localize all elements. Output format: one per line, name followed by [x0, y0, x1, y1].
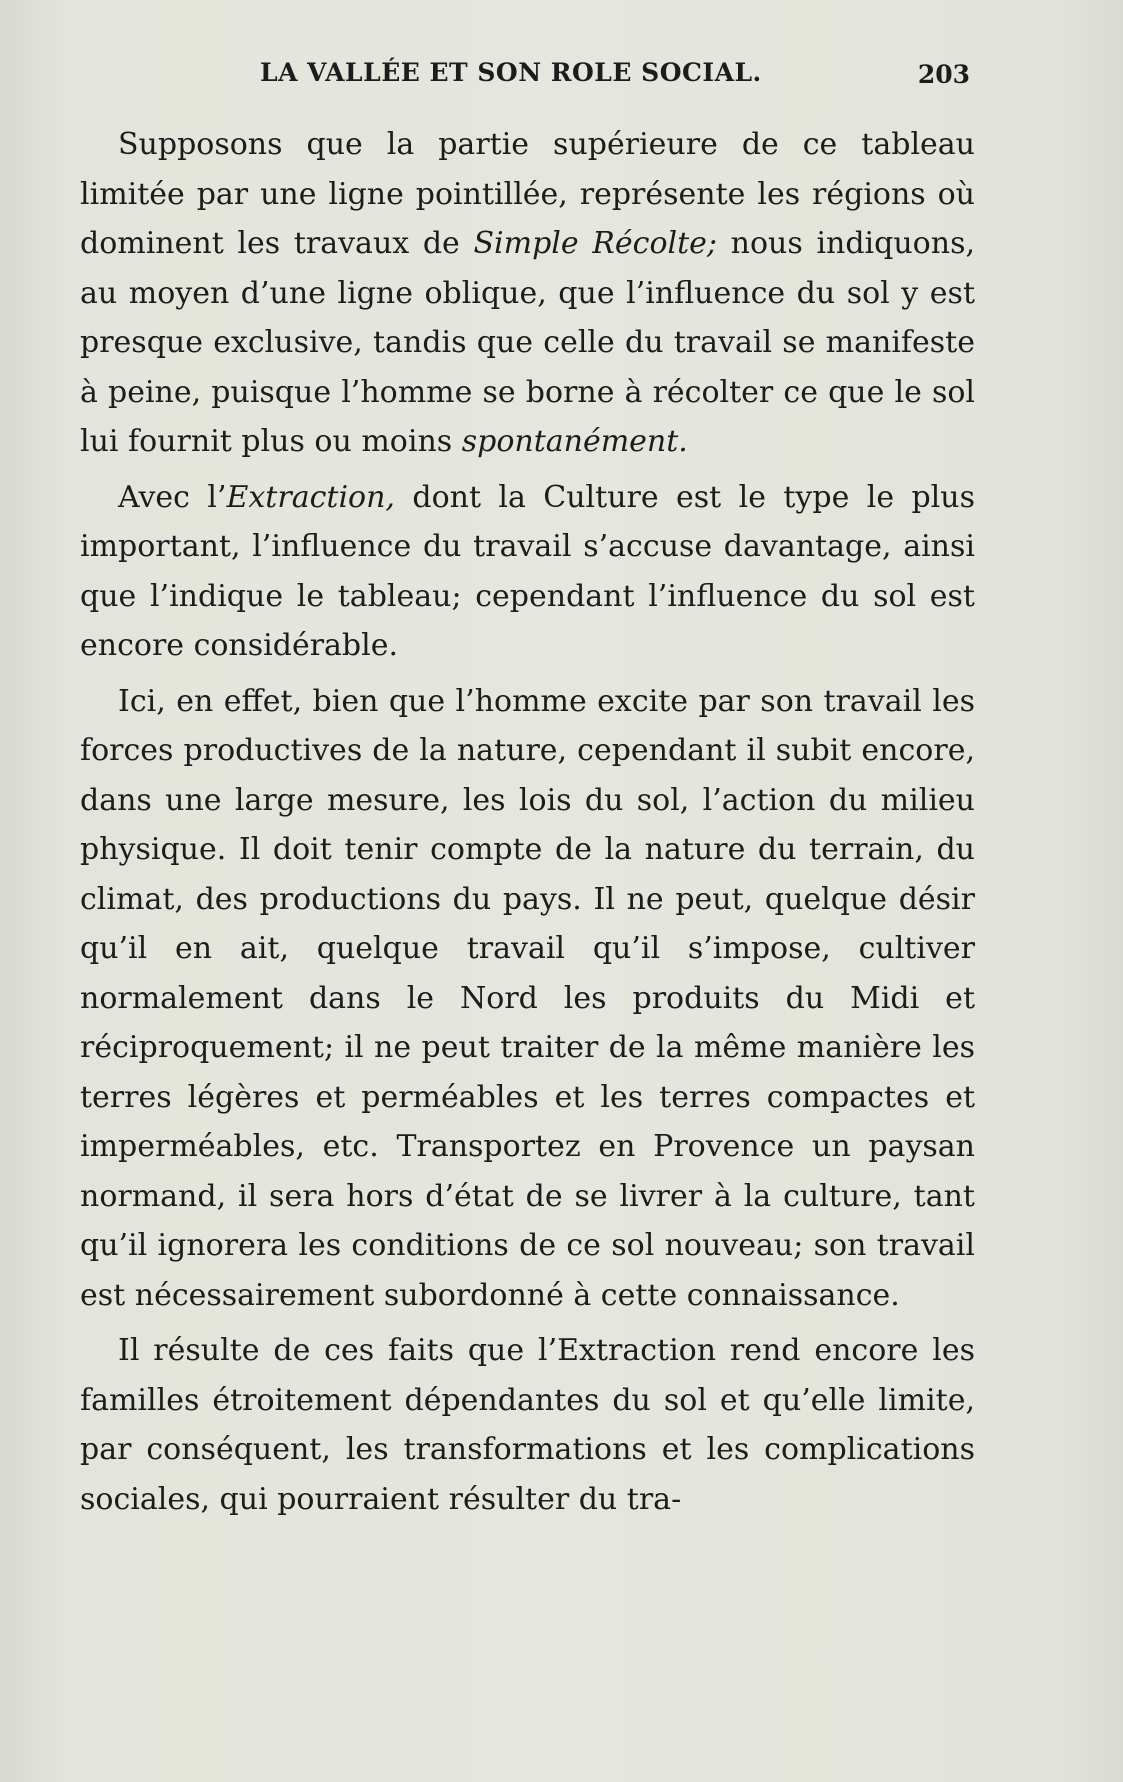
page-header	[80, 50, 970, 90]
paragraph-1-text-b: nous indiquons, au moyen d’une ligne oblique, que l’influence du sol y est presque exclusive, tandis que celle du travail se manifeste à peine, puisque l’homme se borne à récolter ce que le sol lui fournit plus ou moins	[80, 226, 975, 459]
paragraph-influence-sol: Ici, en effet, bien que l’homme excite par son travail les forces productives de la nature, cependant il subit encore, dans une large mesure, les lois du sol, l’action du milieu physique. Il doit tenir compte de la nature du terrain, du climat, des productions du pays. Il ne peut, quelque désir qu’il en ait, quelque travail qu’il s’impose, cultiver normalement dans le Nord les produits du Midi et réciproquement; il ne peut traiter de la même manière les terres légères et perméables et les terres compactes et imperméables, etc. Transportez en Provence un paysan normand, il sera hors d’état de se livrer à la culture, tant qu’il ignorera les conditions de ce sol nouveau; son travail est nécessairement subordonné à cette connaissance.	[80, 683, 975, 1313]
page-number: 203	[917, 60, 970, 89]
body-text	[80, 120, 975, 1530]
paragraph-2-text-a: Avec l’	[118, 479, 227, 515]
paragraph-extraction	[80, 473, 975, 671]
paragraph-2-text-b: dont la Culture est le type le plus important, l’influence du travail s’accuse davantage, ainsi que l’indique le tableau; cependant l’influence du sol est encore considérable.	[80, 479, 975, 663]
paragraph-1-text-a: Supposons que la partie supérieure de ce tableau limitée par une ligne pointillée, représente les régions où dominent les travaux de	[80, 127, 975, 261]
paragraph-1-italic-term: Simple Récolte;	[473, 226, 718, 261]
running-title: LA VALLÉE ET SON ROLE SOCIAL.	[260, 58, 762, 87]
paragraph-simple-recolte	[80, 120, 975, 467]
paragraph-2-italic-term: Extraction,	[226, 479, 395, 515]
paragraph-1-italic-end: spontanément.	[461, 424, 688, 459]
paragraph-consequences: Il résulte de ces faits que l’Extraction rend encore les familles étroitement dépendantes du sol et qu’elle limite, par conséquent, les transformations et les complications sociales, qui pourraient résulter du tra-	[80, 1333, 975, 1517]
